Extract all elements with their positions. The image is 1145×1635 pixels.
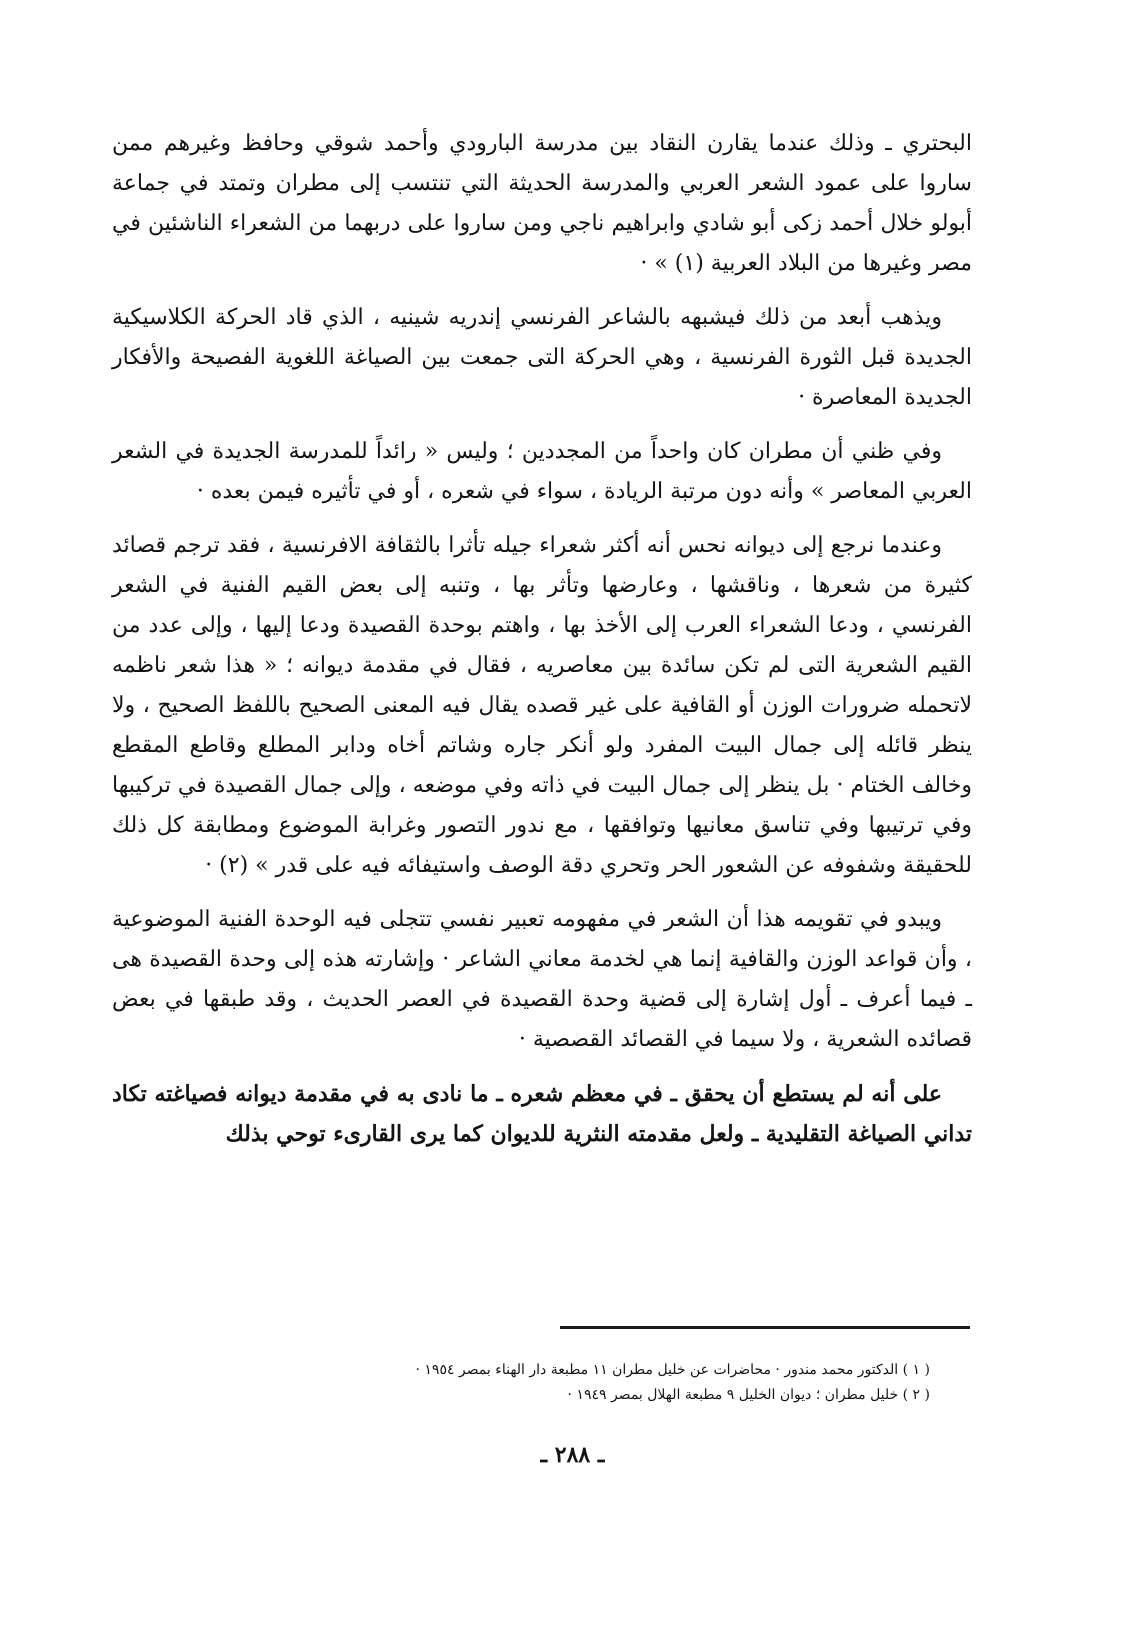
paragraph-6: على أنه لم يستطع أن يحقق ـ في معظم شعره ـ ما نادى به في مقدمة ديوانه فصياغته تكاد تداني الصياغة التقليدية ـ ولعل مقدمته النثرية للديوان كما يرى القارىء توحي بذلك	[112, 1081, 972, 1147]
paragraph-1: البحتري ـ وذلك عندما يقارن النقاد بين مدرسة البارودي وأحمد شوقي وحافظ وغيرهم ممن ساروا على عمود الشعر العربي والمدرسة الحديثة التي تنتسب إلى مطران وتمتد في جماعة أبولو خلال أحمد زكى أبو شادي وابراهيم ناجي ومن ساروا على دربهما من الشعراء الناشئين في مصر وغيرها من البلاد العربية (١) » ·	[112, 131, 972, 276]
footnote-divider	[560, 1326, 970, 1329]
footnote-2: ( ٢ ) خليل مطران ؛ ديوان الخليل ٩ مطبعة الهلال بمصر ١٩٤٩ ·	[567, 1387, 930, 1403]
paragraph-4: وعندما نرجع إلى ديوانه نحس أنه أكثر شعراء جيله تأثرا بالثقافة الافرنسية ، فقد ترجم قصائد كثيرة من شعرها ، وناقشها ، وعارضها وتأثر بها ، وتنبه إلى بعض القيم الفنية في الشعر الفرنسي ، ودعا الشعراء العرب إلى الأخذ بها ، واهتم بوحدة القصيدة ودعا إليها ، وإلى عدد من القيم الشعرية التى لم تكن سائدة بين معاصريه ، فقال في مقدمة ديوانه ؛ « هذا شعر ناظمه لاتحمله ضرورات الوزن أو القافية على غير قصده يقال فيه المعنى الصحيح باللفظ الصحيح ، ولا ينظر قائله إلى جمال البيت المفرد ولو أنكر جاره وشاتم أخاه ودابر المطلع وقاطع المقطع وخالف الختام · بل ينظر إلى جمال البيت في ذاته وفي موضعه ، وإلى جمال القصيدة في تركيبها وفي ترتيبها وفي تناسق معانيها وتوافقها ، مع ندور التصور وغرابة الموضوع ومطابقة كل ذلك للحقيقة وشفوفه عن الشعور الحر وتحري دقة الوصف واستيفائه فيه على قدر » (٢) ·	[112, 533, 972, 878]
page-number: ـ ٢٨٨ ـ	[540, 1442, 605, 1468]
footnotes	[300, 1358, 930, 1408]
paragraph-2: ويذهب أبعد من ذلك فيشبهه بالشاعر الفرنسي إندريه شينيه ، الذي قاد الحركة الكلاسيكية الجديدة قبل الثورة الفرنسية ، وهي الحركة التى جمعت بين الصياغة اللغوية الفصيحة والأفكار الجديدة المعاصرة ·	[112, 305, 972, 410]
body-text	[112, 124, 972, 1154]
footnote-1: ( ١ ) الدكتور محمد مندور · محاضرات عن خليل مطران ١١ مطبعة دار الهناء بمصر ١٩٥٤ ·	[415, 1362, 930, 1378]
paragraph-5: ويبدو في تقويمه هذا أن الشعر في مفهومه تعبير نفسي تتجلى فيه الوحدة الفنية الموضوعية ، وأن قواعد الوزن والقافية إنما هي لخدمة معاني الشاعر · وإشارته هذه إلى وحدة القصيدة هى ـ فيما أعرف ـ أول إشارة إلى قضية وحدة القصيدة في العصر الحديث ، وقد طبقها في بعض قصائده الشعرية ، ولا سيما في القصائد القصصية ·	[112, 907, 972, 1052]
paragraph-3: وفي ظني أن مطران كان واحداً من المجددين ؛ وليس « رائداً للمدرسة الجديدة في الشعر العربي المعاصر » وأنه دون مرتبة الريادة ، سواء في شعره ، أو في تأثيره فيمن بعده ·	[112, 439, 972, 504]
